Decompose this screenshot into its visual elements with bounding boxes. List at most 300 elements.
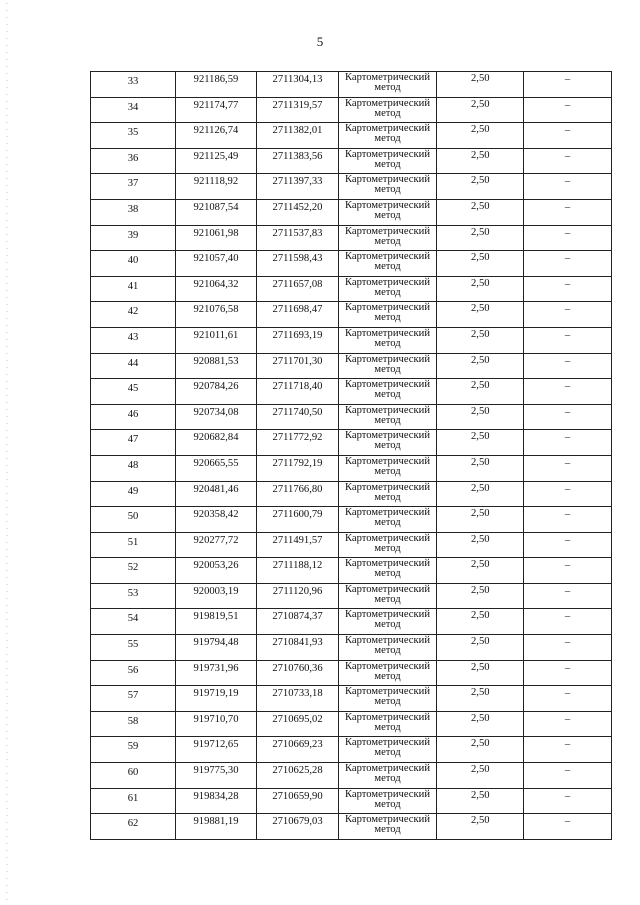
x-coordinate-text: 921061,98	[193, 227, 239, 239]
x-coordinate-cell	[176, 814, 257, 840]
point-number-text: 50	[127, 511, 139, 523]
method-cell	[339, 814, 437, 840]
method-text	[339, 814, 436, 835]
x-coordinate-cell	[176, 430, 257, 456]
method-text	[339, 533, 436, 554]
description-cell	[524, 532, 612, 558]
description-cell	[524, 609, 612, 635]
method-text	[339, 98, 436, 119]
method-text	[339, 405, 436, 426]
point-number-text: 46	[127, 408, 139, 420]
description-text: –	[564, 355, 571, 367]
accuracy-text: 2,50	[471, 328, 490, 340]
point-number-cell	[91, 72, 176, 98]
point-number-text: 40	[127, 255, 139, 267]
point-number-cell	[91, 276, 176, 302]
x-coordinate-cell	[176, 507, 257, 533]
y-coordinate-text: 2711740,50	[272, 406, 323, 418]
description-cell	[524, 199, 612, 225]
point-number-cell	[91, 148, 176, 174]
accuracy-cell	[437, 430, 524, 456]
point-number-text: 61	[127, 792, 139, 804]
x-coordinate-cell	[176, 558, 257, 584]
table-row	[91, 609, 612, 635]
method-cell	[339, 174, 437, 200]
description-cell	[524, 404, 612, 430]
point-number-cell	[91, 404, 176, 430]
y-coordinate-cell	[257, 123, 339, 149]
table-row	[91, 225, 612, 251]
description-cell	[524, 225, 612, 251]
table-row	[91, 686, 612, 712]
x-coordinate-text: 921087,54	[193, 201, 239, 213]
accuracy-text: 2,50	[471, 380, 490, 392]
table-row	[91, 379, 612, 405]
x-coordinate-text: 921057,40	[193, 253, 239, 265]
description-cell	[524, 711, 612, 737]
accuracy-cell	[437, 532, 524, 558]
description-text: –	[564, 176, 571, 188]
method-line-1: Картометрический	[345, 72, 430, 83]
point-number-text: 36	[127, 152, 139, 164]
point-number-text: 62	[127, 818, 139, 830]
y-coordinate-text: 2710625,28	[272, 765, 323, 777]
method-cell	[339, 455, 437, 481]
x-coordinate-cell	[176, 737, 257, 763]
x-coordinate-text: 920881,53	[193, 355, 239, 367]
accuracy-cell	[437, 788, 524, 814]
method-line-2: метод	[374, 235, 401, 247]
method-cell	[339, 353, 437, 379]
description-text: –	[564, 765, 571, 777]
accuracy-text: 2,50	[471, 738, 490, 750]
x-coordinate-text: 921125,49	[193, 150, 239, 162]
description-cell	[524, 635, 612, 661]
x-coordinate-cell	[176, 276, 257, 302]
y-coordinate-text: 2711188,12	[272, 560, 323, 572]
method-line-2: метод	[374, 414, 401, 426]
description-cell	[524, 814, 612, 840]
method-line-2: метод	[374, 107, 401, 119]
x-coordinate-text: 920053,26	[193, 560, 239, 572]
point-number-cell	[91, 609, 176, 635]
point-number-text: 37	[127, 178, 139, 190]
method-text	[339, 507, 436, 528]
y-coordinate-cell	[257, 97, 339, 123]
accuracy-text: 2,50	[471, 277, 490, 289]
method-line-2: метод	[374, 721, 401, 733]
point-number-text: 42	[127, 306, 139, 318]
description-cell	[524, 353, 612, 379]
method-text	[339, 328, 436, 349]
method-cell	[339, 430, 437, 456]
x-coordinate-cell	[176, 123, 257, 149]
y-coordinate-cell	[257, 711, 339, 737]
method-line-1: Картометрический	[345, 532, 430, 544]
y-coordinate-text: 2710733,18	[272, 688, 323, 700]
method-line-1: Картометрический	[345, 507, 430, 519]
description-text: –	[564, 381, 571, 393]
point-number-text: 35	[127, 127, 139, 139]
method-line-2: метод	[374, 670, 401, 682]
y-coordinate-text: 2711304,13	[272, 74, 323, 85]
y-coordinate-text: 2711382,01	[272, 125, 323, 137]
method-line-1: Картометрический	[345, 558, 430, 570]
accuracy-text: 2,50	[471, 354, 490, 366]
x-coordinate-text: 920784,26	[193, 381, 239, 393]
coordinates-table-body	[91, 72, 612, 840]
table-row	[91, 507, 612, 533]
description-cell	[524, 379, 612, 405]
method-line-1: Картометрический	[345, 583, 430, 595]
accuracy-text: 2,50	[471, 73, 490, 84]
method-line-1: Картометрический	[345, 814, 430, 826]
method-line-1: Картометрический	[345, 711, 430, 723]
method-line-1: Картометрический	[345, 199, 430, 211]
accuracy-text: 2,50	[471, 303, 490, 315]
method-line-1: Картометрический	[345, 788, 430, 800]
accuracy-cell	[437, 814, 524, 840]
accuracy-cell	[437, 404, 524, 430]
method-line-2: метод	[374, 337, 401, 349]
method-text	[339, 686, 436, 707]
point-number-cell	[91, 711, 176, 737]
description-text: –	[564, 201, 571, 213]
point-number-cell	[91, 123, 176, 149]
method-line-1: Картометрический	[345, 353, 430, 365]
table-row	[91, 276, 612, 302]
method-line-1: Картометрический	[345, 148, 430, 160]
description-text: –	[564, 150, 571, 162]
method-cell	[339, 72, 437, 98]
description-cell	[524, 583, 612, 609]
point-number-text: 53	[127, 587, 139, 599]
method-line-2: метод	[374, 184, 401, 196]
method-cell	[339, 558, 437, 584]
point-number-cell	[91, 686, 176, 712]
y-coordinate-text: 2710695,02	[272, 713, 323, 725]
point-number-text: 47	[127, 434, 139, 446]
accuracy-cell	[437, 72, 524, 98]
y-coordinate-cell	[257, 686, 339, 712]
description-cell	[524, 97, 612, 123]
point-number-text: 56	[127, 664, 139, 676]
point-number-text: 41	[127, 280, 139, 292]
accuracy-cell	[437, 711, 524, 737]
description-cell	[524, 123, 612, 149]
accuracy-cell	[437, 686, 524, 712]
accuracy-text: 2,50	[471, 98, 490, 110]
method-text	[339, 200, 436, 221]
y-coordinate-text: 2710679,03	[272, 816, 323, 828]
y-coordinate-text: 2711491,57	[272, 534, 323, 546]
description-text: –	[564, 329, 571, 341]
x-coordinate-cell	[176, 379, 257, 405]
point-number-cell	[91, 302, 176, 328]
y-coordinate-text: 2711693,19	[272, 329, 323, 341]
method-line-2: метод	[374, 312, 401, 324]
x-coordinate-cell	[176, 583, 257, 609]
accuracy-cell	[437, 302, 524, 328]
y-coordinate-cell	[257, 225, 339, 251]
point-number-text: 54	[127, 613, 139, 625]
table-row	[91, 430, 612, 456]
point-number-cell	[91, 225, 176, 251]
accuracy-cell	[437, 507, 524, 533]
point-number-cell	[91, 379, 176, 405]
point-number-text: 33	[127, 76, 139, 87]
method-cell	[339, 276, 437, 302]
point-number-text: 51	[127, 536, 139, 548]
method-line-2: метод	[374, 209, 401, 221]
point-number-cell	[91, 763, 176, 789]
description-text: –	[564, 99, 571, 111]
y-coordinate-cell	[257, 635, 339, 661]
point-number-text: 34	[127, 101, 139, 113]
y-coordinate-cell	[257, 302, 339, 328]
x-coordinate-text: 919881,19	[193, 816, 239, 828]
point-number-text: 38	[127, 203, 139, 215]
description-text: –	[564, 816, 571, 828]
y-coordinate-text: 2711598,43	[272, 253, 323, 265]
accuracy-cell	[437, 174, 524, 200]
method-text	[339, 174, 436, 195]
accuracy-text: 2,50	[471, 456, 490, 468]
point-number-cell	[91, 481, 176, 507]
y-coordinate-cell	[257, 814, 339, 840]
method-line-1: Картометрический	[345, 276, 430, 288]
description-text: –	[564, 637, 571, 649]
method-line-1: Картометрический	[345, 225, 430, 237]
y-coordinate-text: 2710874,37	[272, 611, 323, 623]
method-text	[339, 558, 436, 579]
point-number-cell	[91, 583, 176, 609]
y-coordinate-cell	[257, 455, 339, 481]
point-number-cell	[91, 635, 176, 661]
point-number-cell	[91, 814, 176, 840]
table-row	[91, 660, 612, 686]
description-cell	[524, 660, 612, 686]
method-line-1: Картометрический	[345, 455, 430, 467]
method-line-2: метод	[374, 645, 401, 657]
method-line-2: метод	[374, 82, 401, 93]
accuracy-text: 2,50	[471, 508, 490, 520]
accuracy-cell	[437, 635, 524, 661]
method-text	[339, 302, 436, 323]
accuracy-text: 2,50	[471, 252, 490, 264]
y-coordinate-text: 2711718,40	[272, 381, 323, 393]
x-coordinate-text: 921174,77	[193, 99, 239, 111]
y-coordinate-text: 2710659,90	[272, 790, 323, 802]
y-coordinate-cell	[257, 174, 339, 200]
table-row	[91, 711, 612, 737]
method-line-1: Картометрический	[345, 327, 430, 339]
x-coordinate-text: 919794,48	[193, 637, 239, 649]
method-line-2: метод	[374, 286, 401, 298]
description-text: –	[564, 739, 571, 751]
method-text	[339, 609, 436, 630]
accuracy-text: 2,50	[471, 226, 490, 238]
y-coordinate-cell	[257, 148, 339, 174]
point-number-cell	[91, 199, 176, 225]
method-text	[339, 584, 436, 605]
y-coordinate-cell	[257, 327, 339, 353]
y-coordinate-cell	[257, 558, 339, 584]
method-cell	[339, 148, 437, 174]
y-coordinate-cell	[257, 430, 339, 456]
x-coordinate-text: 919719,19	[193, 688, 239, 700]
y-coordinate-text: 2711701,30	[272, 355, 323, 367]
point-number-cell	[91, 532, 176, 558]
x-coordinate-cell	[176, 327, 257, 353]
method-line-2: метод	[374, 542, 401, 554]
method-text	[339, 763, 436, 784]
table-row	[91, 97, 612, 123]
point-number-cell	[91, 558, 176, 584]
description-text: –	[564, 509, 571, 521]
point-number-cell	[91, 97, 176, 123]
y-coordinate-cell	[257, 660, 339, 686]
table-row	[91, 788, 612, 814]
accuracy-text: 2,50	[471, 482, 490, 494]
description-text: –	[564, 227, 571, 239]
accuracy-cell	[437, 609, 524, 635]
method-cell	[339, 660, 437, 686]
description-text: –	[564, 688, 571, 700]
accuracy-cell	[437, 97, 524, 123]
description-text: –	[564, 304, 571, 316]
description-text: –	[564, 125, 571, 137]
x-coordinate-text: 921064,32	[193, 278, 239, 290]
accuracy-text: 2,50	[471, 149, 490, 161]
description-cell	[524, 302, 612, 328]
method-line-2: метод	[374, 773, 401, 785]
description-text: –	[564, 74, 571, 85]
point-number-text: 49	[127, 485, 139, 497]
description-cell	[524, 327, 612, 353]
method-cell	[339, 199, 437, 225]
description-text: –	[564, 713, 571, 725]
table-row	[91, 635, 612, 661]
scan-edge-dots	[6, 0, 8, 905]
x-coordinate-text: 921118,92	[193, 176, 239, 188]
description-text: –	[564, 534, 571, 546]
method-line-2: метод	[374, 568, 401, 580]
method-line-2: метод	[374, 133, 401, 145]
method-line-1: Картометрический	[345, 660, 430, 672]
table-row	[91, 814, 612, 840]
method-line-2: метод	[374, 824, 401, 836]
y-coordinate-cell	[257, 251, 339, 277]
method-line-1: Картометрический	[345, 686, 430, 698]
method-text	[339, 72, 436, 93]
y-coordinate-text: 2711792,19	[272, 457, 323, 469]
method-cell	[339, 686, 437, 712]
y-coordinate-text: 2711698,47	[272, 304, 323, 316]
x-coordinate-text: 921076,58	[193, 304, 239, 316]
method-line-2: метод	[374, 465, 401, 477]
x-coordinate-cell	[176, 788, 257, 814]
description-text: –	[564, 483, 571, 495]
description-text: –	[564, 278, 571, 290]
description-cell	[524, 251, 612, 277]
method-line-2: метод	[374, 517, 401, 529]
method-text	[339, 482, 436, 503]
method-cell	[339, 327, 437, 353]
x-coordinate-cell	[176, 72, 257, 98]
x-coordinate-text: 920358,42	[193, 509, 239, 521]
point-number-text: 44	[127, 357, 139, 369]
method-line-1: Картометрический	[345, 123, 430, 135]
y-coordinate-cell	[257, 737, 339, 763]
x-coordinate-cell	[176, 532, 257, 558]
accuracy-cell	[437, 199, 524, 225]
method-line-1: Картометрический	[345, 302, 430, 314]
x-coordinate-text: 921011,61	[193, 329, 239, 341]
y-coordinate-text: 2711772,92	[272, 432, 323, 444]
point-number-cell	[91, 788, 176, 814]
method-line-1: Картометрический	[345, 97, 430, 109]
x-coordinate-text: 919775,30	[193, 765, 239, 777]
method-line-1: Картометрический	[345, 737, 430, 749]
x-coordinate-text: 920682,84	[193, 432, 239, 444]
accuracy-text: 2,50	[471, 584, 490, 596]
accuracy-text: 2,50	[471, 789, 490, 801]
method-text	[339, 789, 436, 810]
table-row	[91, 455, 612, 481]
x-coordinate-text: 919834,28	[193, 790, 239, 802]
method-text	[339, 661, 436, 682]
table-row	[91, 327, 612, 353]
x-coordinate-cell	[176, 404, 257, 430]
table-row	[91, 123, 612, 149]
accuracy-text: 2,50	[471, 712, 490, 724]
method-cell	[339, 532, 437, 558]
y-coordinate-text: 2711600,79	[272, 509, 323, 521]
method-cell	[339, 635, 437, 661]
method-text	[339, 123, 436, 144]
y-coordinate-text: 2710669,23	[272, 739, 323, 751]
method-line-1: Картометрический	[345, 609, 430, 621]
method-text	[339, 635, 436, 656]
point-number-text: 43	[127, 331, 139, 343]
point-number-text: 45	[127, 383, 139, 395]
accuracy-text: 2,50	[471, 200, 490, 212]
table-row	[91, 251, 612, 277]
method-line-2: метод	[374, 389, 401, 401]
method-line-2: метод	[374, 491, 401, 503]
y-coordinate-text: 2711766,80	[272, 483, 323, 495]
accuracy-text: 2,50	[471, 559, 490, 571]
method-line-2: метод	[374, 261, 401, 273]
method-cell	[339, 737, 437, 763]
method-cell	[339, 609, 437, 635]
method-line-2: метод	[374, 593, 401, 605]
table-row	[91, 558, 612, 584]
y-coordinate-cell	[257, 532, 339, 558]
x-coordinate-cell	[176, 97, 257, 123]
point-number-text: 48	[127, 459, 139, 471]
accuracy-cell	[437, 660, 524, 686]
table-row	[91, 583, 612, 609]
method-text	[339, 456, 436, 477]
y-coordinate-text: 2711397,33	[272, 176, 323, 188]
method-cell	[339, 404, 437, 430]
accuracy-text: 2,50	[471, 764, 490, 776]
table-row	[91, 148, 612, 174]
method-text	[339, 737, 436, 758]
method-line-2: метод	[374, 158, 401, 170]
